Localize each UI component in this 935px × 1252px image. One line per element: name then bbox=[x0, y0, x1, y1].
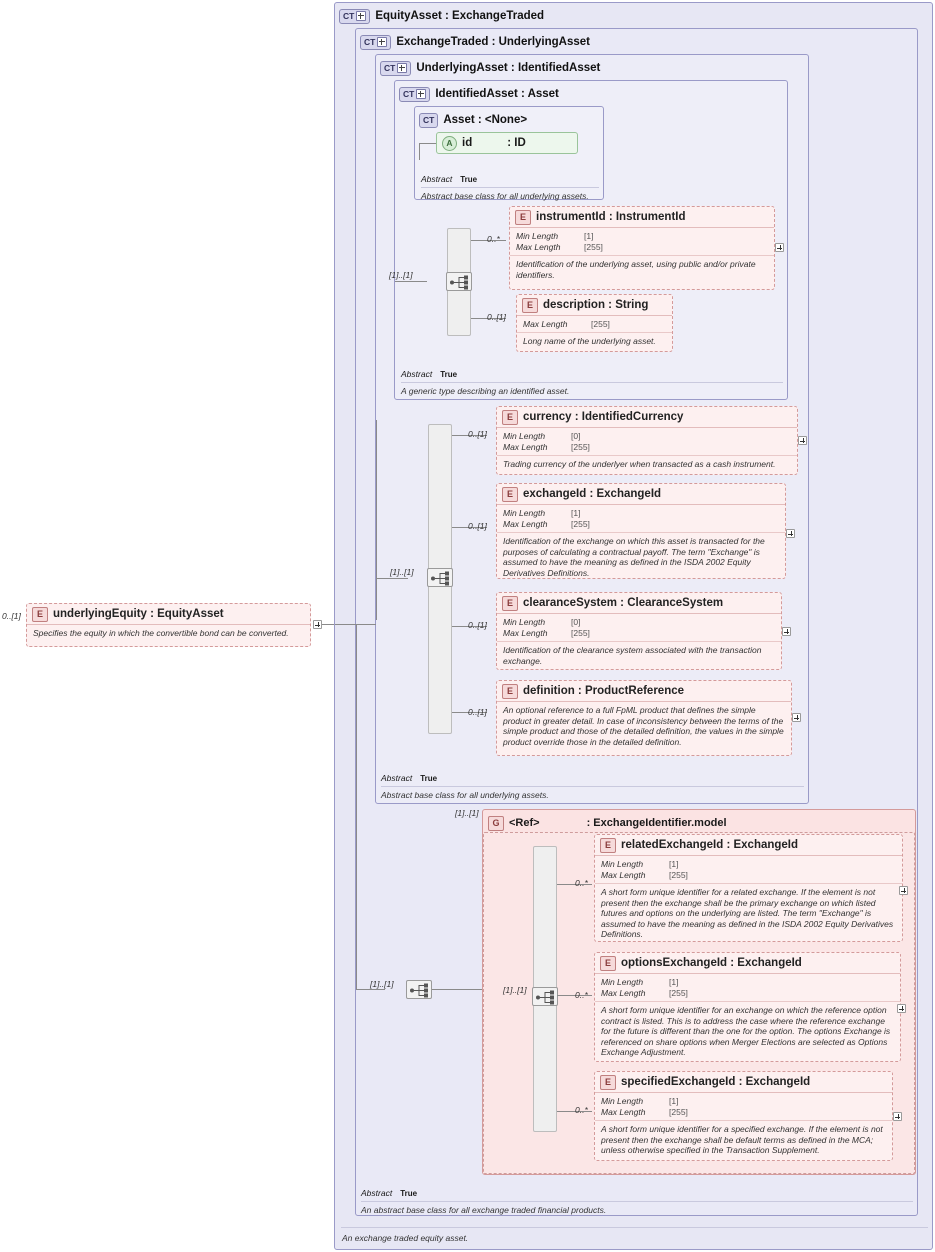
expand-relatedExchangeId-icon[interactable] bbox=[899, 886, 908, 895]
expand-exchangeId-icon[interactable] bbox=[786, 529, 795, 538]
element-specifiedExchangeId-title: specifiedExchangeId : ExchangeId bbox=[621, 1076, 811, 1088]
facet-value: [255] bbox=[571, 628, 590, 638]
abstract-label: Abstract bbox=[361, 1188, 393, 1198]
complextype-icon: CT bbox=[339, 9, 370, 24]
expand-instrumentId-icon[interactable] bbox=[775, 243, 784, 252]
facet-name: Max Length bbox=[503, 519, 548, 529]
element-specifiedExchangeId-header bbox=[595, 1072, 892, 1093]
element-currency[interactable] bbox=[496, 406, 798, 475]
element-underlyingEquity[interactable] bbox=[26, 603, 311, 647]
cardinality-relatedExchangeId: 0..* bbox=[575, 878, 588, 888]
facet-value: [1] bbox=[669, 1096, 679, 1106]
attribute-id-type: : ID bbox=[507, 137, 526, 149]
divider bbox=[381, 786, 804, 787]
abstract-label: Abstract bbox=[381, 773, 413, 783]
element-icon: E bbox=[502, 410, 518, 425]
expand-currency-icon[interactable] bbox=[798, 436, 807, 445]
cardinality-group-outer: [1]..[1] bbox=[370, 979, 394, 989]
facet-name: Min Length bbox=[601, 977, 644, 987]
element-instrumentId-header bbox=[510, 207, 774, 228]
divider bbox=[341, 1227, 928, 1228]
cardinality-identified-seq: [1]..[1] bbox=[389, 270, 413, 280]
element-currency-header bbox=[497, 407, 797, 428]
element-description-facets bbox=[517, 316, 672, 332]
element-definition-header bbox=[497, 681, 791, 702]
divider bbox=[361, 1201, 913, 1202]
element-instrumentId-doc: Identification of the underlying asset, using public and/or private identifiers. bbox=[510, 255, 774, 284]
container-identifiedAsset-abstract bbox=[401, 369, 457, 379]
element-description[interactable] bbox=[516, 294, 673, 352]
sequence-icon-identified[interactable] bbox=[446, 272, 472, 291]
facet-name: Max Length bbox=[503, 442, 548, 452]
complextype-icon: CT bbox=[419, 113, 438, 128]
connector bbox=[376, 578, 408, 579]
element-icon: E bbox=[522, 298, 538, 313]
element-clearanceSystem-doc: Identification of the clearance system associated with the transaction exchange. bbox=[497, 641, 781, 670]
element-exchangeId-title: exchangeId : ExchangeId bbox=[523, 488, 662, 500]
element-exchangeId-header bbox=[497, 484, 785, 505]
element-underlyingEquity-title: underlyingEquity : EquityAsset bbox=[53, 608, 224, 620]
facet-value: [255] bbox=[571, 519, 590, 529]
element-relatedExchangeId-header bbox=[595, 835, 902, 856]
facet-value: [1] bbox=[669, 859, 679, 869]
facet-value: [1] bbox=[669, 977, 679, 987]
facet-value: [255] bbox=[669, 1107, 688, 1117]
complextype-icon: CT bbox=[380, 61, 411, 76]
facet-value: [255] bbox=[591, 319, 610, 329]
sequence-icon-group-outer[interactable] bbox=[406, 980, 432, 999]
element-specifiedExchangeId-doc: A short form unique identifier for a specified exchange. If the element is not present then the exchange shall be default terms as defined in the MCA; unless otherwise specified in the Transaction Supplement. bbox=[595, 1120, 892, 1160]
container-asset-doc: Abstract base class for all underlying assets. bbox=[421, 191, 589, 201]
element-exchangeId[interactable] bbox=[496, 483, 786, 579]
container-asset-title: Asset : <None> bbox=[443, 114, 528, 126]
facet-name: Min Length bbox=[503, 431, 546, 441]
facet-value: [255] bbox=[669, 988, 688, 998]
element-definition-title: definition : ProductReference bbox=[523, 685, 685, 697]
facet-name: Max Length bbox=[601, 988, 646, 998]
element-instrumentId[interactable] bbox=[509, 206, 775, 290]
abstract-value: True bbox=[440, 370, 458, 379]
container-identifiedAsset-doc: A generic type describing an identified asset. bbox=[401, 386, 570, 396]
element-icon: E bbox=[600, 1075, 616, 1090]
facet-value: [255] bbox=[669, 870, 688, 880]
expand-underlyingEquity-icon[interactable] bbox=[313, 620, 322, 629]
container-equityAsset-title: EquityAsset : ExchangeTraded bbox=[375, 10, 545, 22]
element-optionsExchangeId[interactable] bbox=[594, 952, 901, 1062]
facet-name: Min Length bbox=[516, 231, 559, 241]
element-clearanceSystem[interactable] bbox=[496, 592, 782, 670]
element-icon: E bbox=[32, 607, 48, 622]
container-exchangeTraded-doc: An abstract base class for all exchange traded financial products. bbox=[361, 1205, 607, 1215]
cardinality-definition: 0..[1] bbox=[468, 707, 487, 717]
element-relatedExchangeId[interactable] bbox=[594, 834, 903, 942]
element-icon: E bbox=[502, 487, 518, 502]
connector bbox=[376, 420, 377, 620]
element-instrumentId-facets bbox=[510, 228, 774, 255]
cardinality-group-label: [1]..[1] bbox=[455, 808, 479, 818]
element-icon: E bbox=[515, 210, 531, 225]
facet-value: [1] bbox=[571, 508, 581, 518]
element-optionsExchangeId-title: optionsExchangeId : ExchangeId bbox=[621, 957, 802, 969]
attribute-id-name: id bbox=[462, 137, 473, 149]
complextype-icon: CT bbox=[360, 35, 391, 50]
abstract-label: Abstract bbox=[421, 174, 453, 184]
attribute-icon: A bbox=[442, 136, 457, 151]
expand-definition-icon[interactable] bbox=[792, 713, 801, 722]
facet-value: [0] bbox=[571, 617, 581, 627]
cardinality-instrumentId: 0..* bbox=[487, 234, 500, 244]
element-exchangeId-doc: Identification of the exchange on which this asset is transacted for the purposes of calculating a contractual payoff. The term "Exchange" is assumed to have the meaning as defined in the ISDA 2002 Equity Derivatives Definitions. bbox=[497, 532, 785, 582]
abstract-value: True bbox=[420, 774, 438, 783]
element-icon: E bbox=[502, 596, 518, 611]
element-clearanceSystem-facets bbox=[497, 614, 781, 641]
divider bbox=[421, 187, 599, 188]
group-title: : ExchangeIdentifier.model bbox=[586, 817, 727, 829]
abstract-label: Abstract bbox=[401, 369, 433, 379]
facet-name: Min Length bbox=[503, 617, 546, 627]
element-definition[interactable] bbox=[496, 680, 792, 756]
group-ref-label: <Ref> bbox=[509, 817, 540, 829]
divider bbox=[401, 382, 783, 383]
element-definition-doc: An optional reference to a full FpML product that defines the simple product in greater detail. In case of inconsistency between the terms of the simple product and those of the detailed definition, the values in the simple product override those in the detailed definition. bbox=[503, 705, 784, 747]
element-description-header bbox=[517, 295, 672, 316]
container-identifiedAsset-header bbox=[395, 84, 559, 104]
facet-name: Min Length bbox=[601, 859, 644, 869]
container-asset-abstract bbox=[421, 174, 477, 184]
cardinality-specifiedExchangeId: 0..* bbox=[575, 1105, 588, 1115]
element-relatedExchangeId-facets bbox=[595, 856, 902, 883]
container-identifiedAsset-title: IdentifiedAsset : Asset bbox=[435, 88, 559, 100]
element-description-doc: Long name of the underlying asset. bbox=[517, 332, 672, 351]
sequence-icon-underlying[interactable] bbox=[427, 568, 453, 587]
element-optionsExchangeId-doc: A short form unique identifier for an exchange on which the reference option contract is listed. This is to address the case where the reference exchange for the future is different than the one for the option. The options Exchange is referenced on share options when Merger Elections are selected as Options Exchange Adjustment. bbox=[595, 1001, 900, 1062]
element-underlyingEquity-header bbox=[27, 604, 310, 625]
connector bbox=[356, 989, 385, 990]
group-icon: G bbox=[488, 816, 504, 831]
container-underlyingAsset-title: UnderlyingAsset : IdentifiedAsset bbox=[416, 62, 601, 74]
expand-optionsExchangeId-icon[interactable] bbox=[897, 1004, 906, 1013]
group-header bbox=[483, 810, 915, 833]
element-specifiedExchangeId[interactable] bbox=[594, 1071, 893, 1161]
element-clearanceSystem-header bbox=[497, 593, 781, 614]
element-relatedExchangeId-doc: A short form unique identifier for a related exchange. If the element is not present then the exchange shall be the primary exchange on which listed futures and options on the underlying are listed. The term "Exchange" is assumed to have the meaning as defined in the ISDA 2002 Equity Derivatives Definitions. bbox=[595, 883, 902, 944]
container-exchangeTraded-title: ExchangeTraded : UnderlyingAsset bbox=[396, 36, 590, 48]
facet-name: Max Length bbox=[601, 1107, 646, 1117]
cardinality-underlying-seq: [1]..[1] bbox=[390, 567, 414, 577]
cardinality-exchangeId: 0..[1] bbox=[468, 521, 487, 531]
element-exchangeId-facets bbox=[497, 505, 785, 532]
complextype-icon: CT bbox=[399, 87, 430, 102]
attribute-id-header bbox=[437, 133, 577, 153]
facet-value: [255] bbox=[571, 442, 590, 452]
connector bbox=[419, 143, 420, 160]
container-equityAsset-doc: An exchange traded equity asset. bbox=[342, 1233, 469, 1243]
container-underlyingAsset-header bbox=[376, 58, 600, 78]
facet-name: Max Length bbox=[516, 242, 561, 252]
facet-value: [0] bbox=[571, 431, 581, 441]
element-clearanceSystem-title: clearanceSystem : ClearanceSystem bbox=[523, 597, 724, 609]
connector bbox=[395, 281, 427, 282]
element-description-title: description : String bbox=[543, 299, 649, 311]
sequence-icon-group-inner[interactable] bbox=[532, 987, 558, 1006]
cardinality-clearanceSystem: 0..[1] bbox=[468, 620, 487, 630]
connector bbox=[356, 624, 357, 990]
connector bbox=[432, 989, 482, 990]
container-equityAsset-header bbox=[335, 6, 544, 26]
element-icon: E bbox=[502, 684, 518, 699]
cardinality-currency: 0..[1] bbox=[468, 429, 487, 439]
element-icon: E bbox=[600, 956, 616, 971]
element-currency-doc: Trading currency of the underlyer when transacted as a cash instrument. bbox=[497, 455, 797, 474]
cardinality-group-inner: [1]..[1] bbox=[503, 985, 527, 995]
connector bbox=[419, 143, 436, 144]
facet-name: Min Length bbox=[601, 1096, 644, 1106]
element-specifiedExchangeId-facets bbox=[595, 1093, 892, 1120]
facet-name: Min Length bbox=[503, 508, 546, 518]
abstract-value: True bbox=[400, 1189, 418, 1198]
element-icon: E bbox=[600, 838, 616, 853]
source-cardinality: 0..[1] bbox=[2, 611, 21, 621]
facet-value: [255] bbox=[584, 242, 603, 252]
element-optionsExchangeId-facets bbox=[595, 974, 900, 1001]
abstract-value: True bbox=[460, 175, 478, 184]
element-optionsExchangeId-header bbox=[595, 953, 900, 974]
element-relatedExchangeId-title: relatedExchangeId : ExchangeId bbox=[621, 839, 799, 851]
element-currency-facets bbox=[497, 428, 797, 455]
expand-clearanceSystem-icon[interactable] bbox=[782, 627, 791, 636]
container-exchangeTraded-header bbox=[356, 32, 590, 52]
facet-name: Max Length bbox=[523, 319, 568, 329]
element-underlyingEquity-doc: Specifies the equity in which the convertible bond can be converted. bbox=[33, 628, 289, 638]
cardinality-optionsExchangeId: 0..* bbox=[575, 990, 588, 1000]
container-exchangeTraded-abstract bbox=[361, 1188, 417, 1198]
facet-name: Max Length bbox=[503, 628, 548, 638]
container-underlyingAsset-abstract bbox=[381, 773, 437, 783]
facet-name: Max Length bbox=[601, 870, 646, 880]
element-currency-title: currency : IdentifiedCurrency bbox=[523, 411, 684, 423]
expand-specifiedExchangeId-icon[interactable] bbox=[893, 1112, 902, 1121]
facet-value: [1] bbox=[584, 231, 594, 241]
container-asset-header bbox=[415, 110, 527, 130]
attribute-id[interactable] bbox=[436, 132, 578, 154]
element-instrumentId-title: instrumentId : InstrumentId bbox=[536, 211, 686, 223]
cardinality-description: 0..[1] bbox=[487, 312, 506, 322]
container-underlyingAsset-doc: Abstract base class for all underlying assets. bbox=[381, 790, 549, 800]
